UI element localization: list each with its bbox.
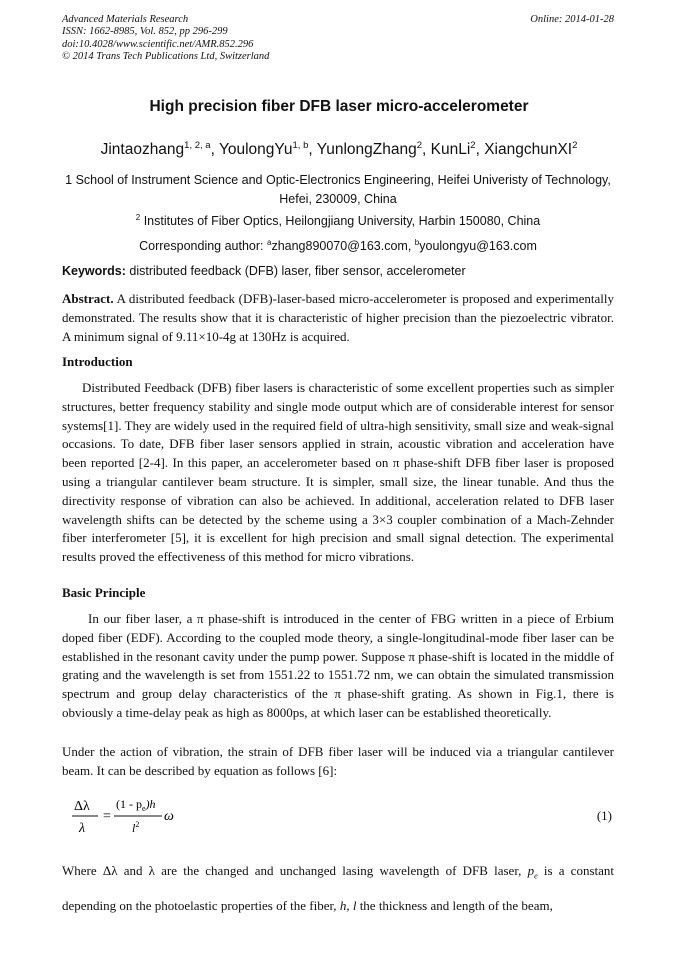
eq-rhs-denominator: $l^2$ (132, 820, 140, 835)
keywords-label: Keywords: (62, 264, 126, 278)
eq-lhs-numerator: Δλ (74, 799, 90, 814)
author-name: YoulongYu (218, 141, 293, 158)
email-a-mark: a (266, 238, 272, 247)
introduction-heading: Introduction (62, 354, 133, 369)
corresponding-label: Corresponding author: (139, 239, 267, 253)
author-name: XiangchunXI (484, 141, 573, 158)
basic-principle-paragraph-1: In our fiber laser, a π phase-shift is introduced in the center of FBG written in a piece of Erbium doped fiber (EDF). According to the coupled mode theory, a single-longitudinal-mode fiber laser can be established in the resonant cavity under the pump power. Suppose π phase-shift is located in the middle of grating and the wavelength is set from 1551.22 to 1551.72 nm, we can obtain the simulated transmission spectrum and group delay characteristics of the π phase-shift grating. As shown in Fig.1, there is obviously a time-delay peak as high as 8000ps, at which laser can be established theoretically. (62, 611, 614, 720)
journal-name: Advanced Materials Research (62, 14, 189, 25)
author-affiliation-mark: 2 (572, 140, 578, 151)
explanation-text-3: the thickness and length of the beam, (356, 897, 553, 913)
email-a[interactable]: zhang890070@163.com, (271, 239, 415, 253)
author-name: Jintaozhang (100, 141, 185, 158)
pe-symbol: $p_e$ (527, 863, 538, 881)
basic-principle-paragraph-2: Under the action of vibration, the strain of DFB fiber laser will be induced via a triangular cantilever beam. It can be described by equation as follows [6]: (62, 744, 614, 778)
keywords-text: distributed feedback (DFB) laser, fiber sensor, accelerometer (125, 264, 466, 278)
corresponding-author (62, 237, 614, 256)
equation-1 (62, 792, 614, 840)
page-header (62, 14, 614, 64)
doi-line: doi:10.4028/www.scientific.net/AMR.852.296 (62, 38, 254, 50)
issn-line: ISSN: 1662-8985, Vol. 852, pp 296-299 (62, 26, 228, 38)
eq-rhs-numerator: $(1 - p_e)h$ (116, 797, 156, 813)
affiliation-1: 1 School of Instrument Science and Optic-Electronics Engineering, Heifei Univeristy of Technology, Hefei, 230009, China (65, 173, 611, 206)
paper-title: High precision fiber DFB laser micro-accelerometer (149, 98, 529, 115)
abstract-text: A distributed feedback (DFB)-laser-based micro-accelerometer is proposed and experimentally demonstrated. The results show that it is characteristic of higher precision than the piezoelectric vibrator. A minimum signal of 9.11×10-4g at 130Hz is acquired. (62, 291, 614, 344)
abstract (62, 290, 614, 346)
abstract-label: Abstract. (62, 291, 114, 306)
keywords (62, 264, 614, 278)
online-date: Online: 2014-01-28 (530, 14, 614, 25)
email-b[interactable]: youlongyu@163.com (419, 239, 537, 253)
affiliation-2-mark: 2 (135, 213, 141, 222)
equation-formula (70, 792, 270, 840)
affiliation-2 (62, 212, 614, 231)
introduction-paragraph: Distributed Feedback (DFB) fiber lasers is characteristic of some excellent properties such as simpler structures, better frequency stability and single mode output which are of considerable interest for sensor systems[1]. They are widely used in the required field of ultra-high sensitivity, small size and weak-signal occasions. To date, DFB fiber laser sensors applied in strain, acoustic vibration and acceleration have been reported [2-4]. In this paper, an accelerometer based on π phase-shift DFB fiber laser is proposed using a triangular cantilever beam structure. It is simpler, small size, the linear tunable. And thus the directivity response of vibration can also be achieved. In additional, acceleration related to DFB laser wavelength shifts can be detected by the scheme using a 3×3 coupler combination of a Mach-Zehnder fiber interferometer [5], it is excellent for high precision and small signal detection. The experimental results proved the effectiveness of this method for micro vibrations. (62, 380, 614, 565)
email-b-mark: b (414, 238, 420, 247)
eq-equals: = (103, 809, 111, 824)
author-affiliation-mark: 1, 2, a (184, 140, 211, 151)
equation-explanation (62, 856, 614, 920)
author-affiliation-mark: 1, b (292, 140, 309, 151)
author-affiliation-mark: 2 (470, 140, 476, 151)
author-affiliation-mark: 2 (416, 140, 422, 151)
eq-lhs-denominator: λ (79, 821, 86, 836)
author-name: YunlongZhang (316, 141, 417, 158)
eq-omega: ω (164, 809, 174, 824)
author-list: Jintaozhang$^{1, 2, a}$, YoulongYu$^{1, b}$, YunlongZhang$^2$, KunLi$^2$, XiangchunXI$^2$ (100, 140, 578, 158)
author-name: KunLi (430, 141, 471, 158)
affiliation-2-text: Institutes of Fiber Optics, Heilongjiang University, Harbin 150080, China (140, 214, 541, 228)
hl-symbols: h, l (339, 897, 357, 913)
copyright-line: © 2014 Trans Tech Publications Ltd, Switzerland (62, 51, 270, 63)
basic-principle-heading: Basic Principle (62, 585, 146, 600)
explanation-text-2: is a constant depending on the photoelastic properties of the fiber, (62, 863, 614, 913)
equation-number: (1) (596, 808, 612, 823)
explanation-text-1: Where Δλ and λ are the changed and unchanged lasing wavelength of DFB laser, (62, 863, 528, 878)
